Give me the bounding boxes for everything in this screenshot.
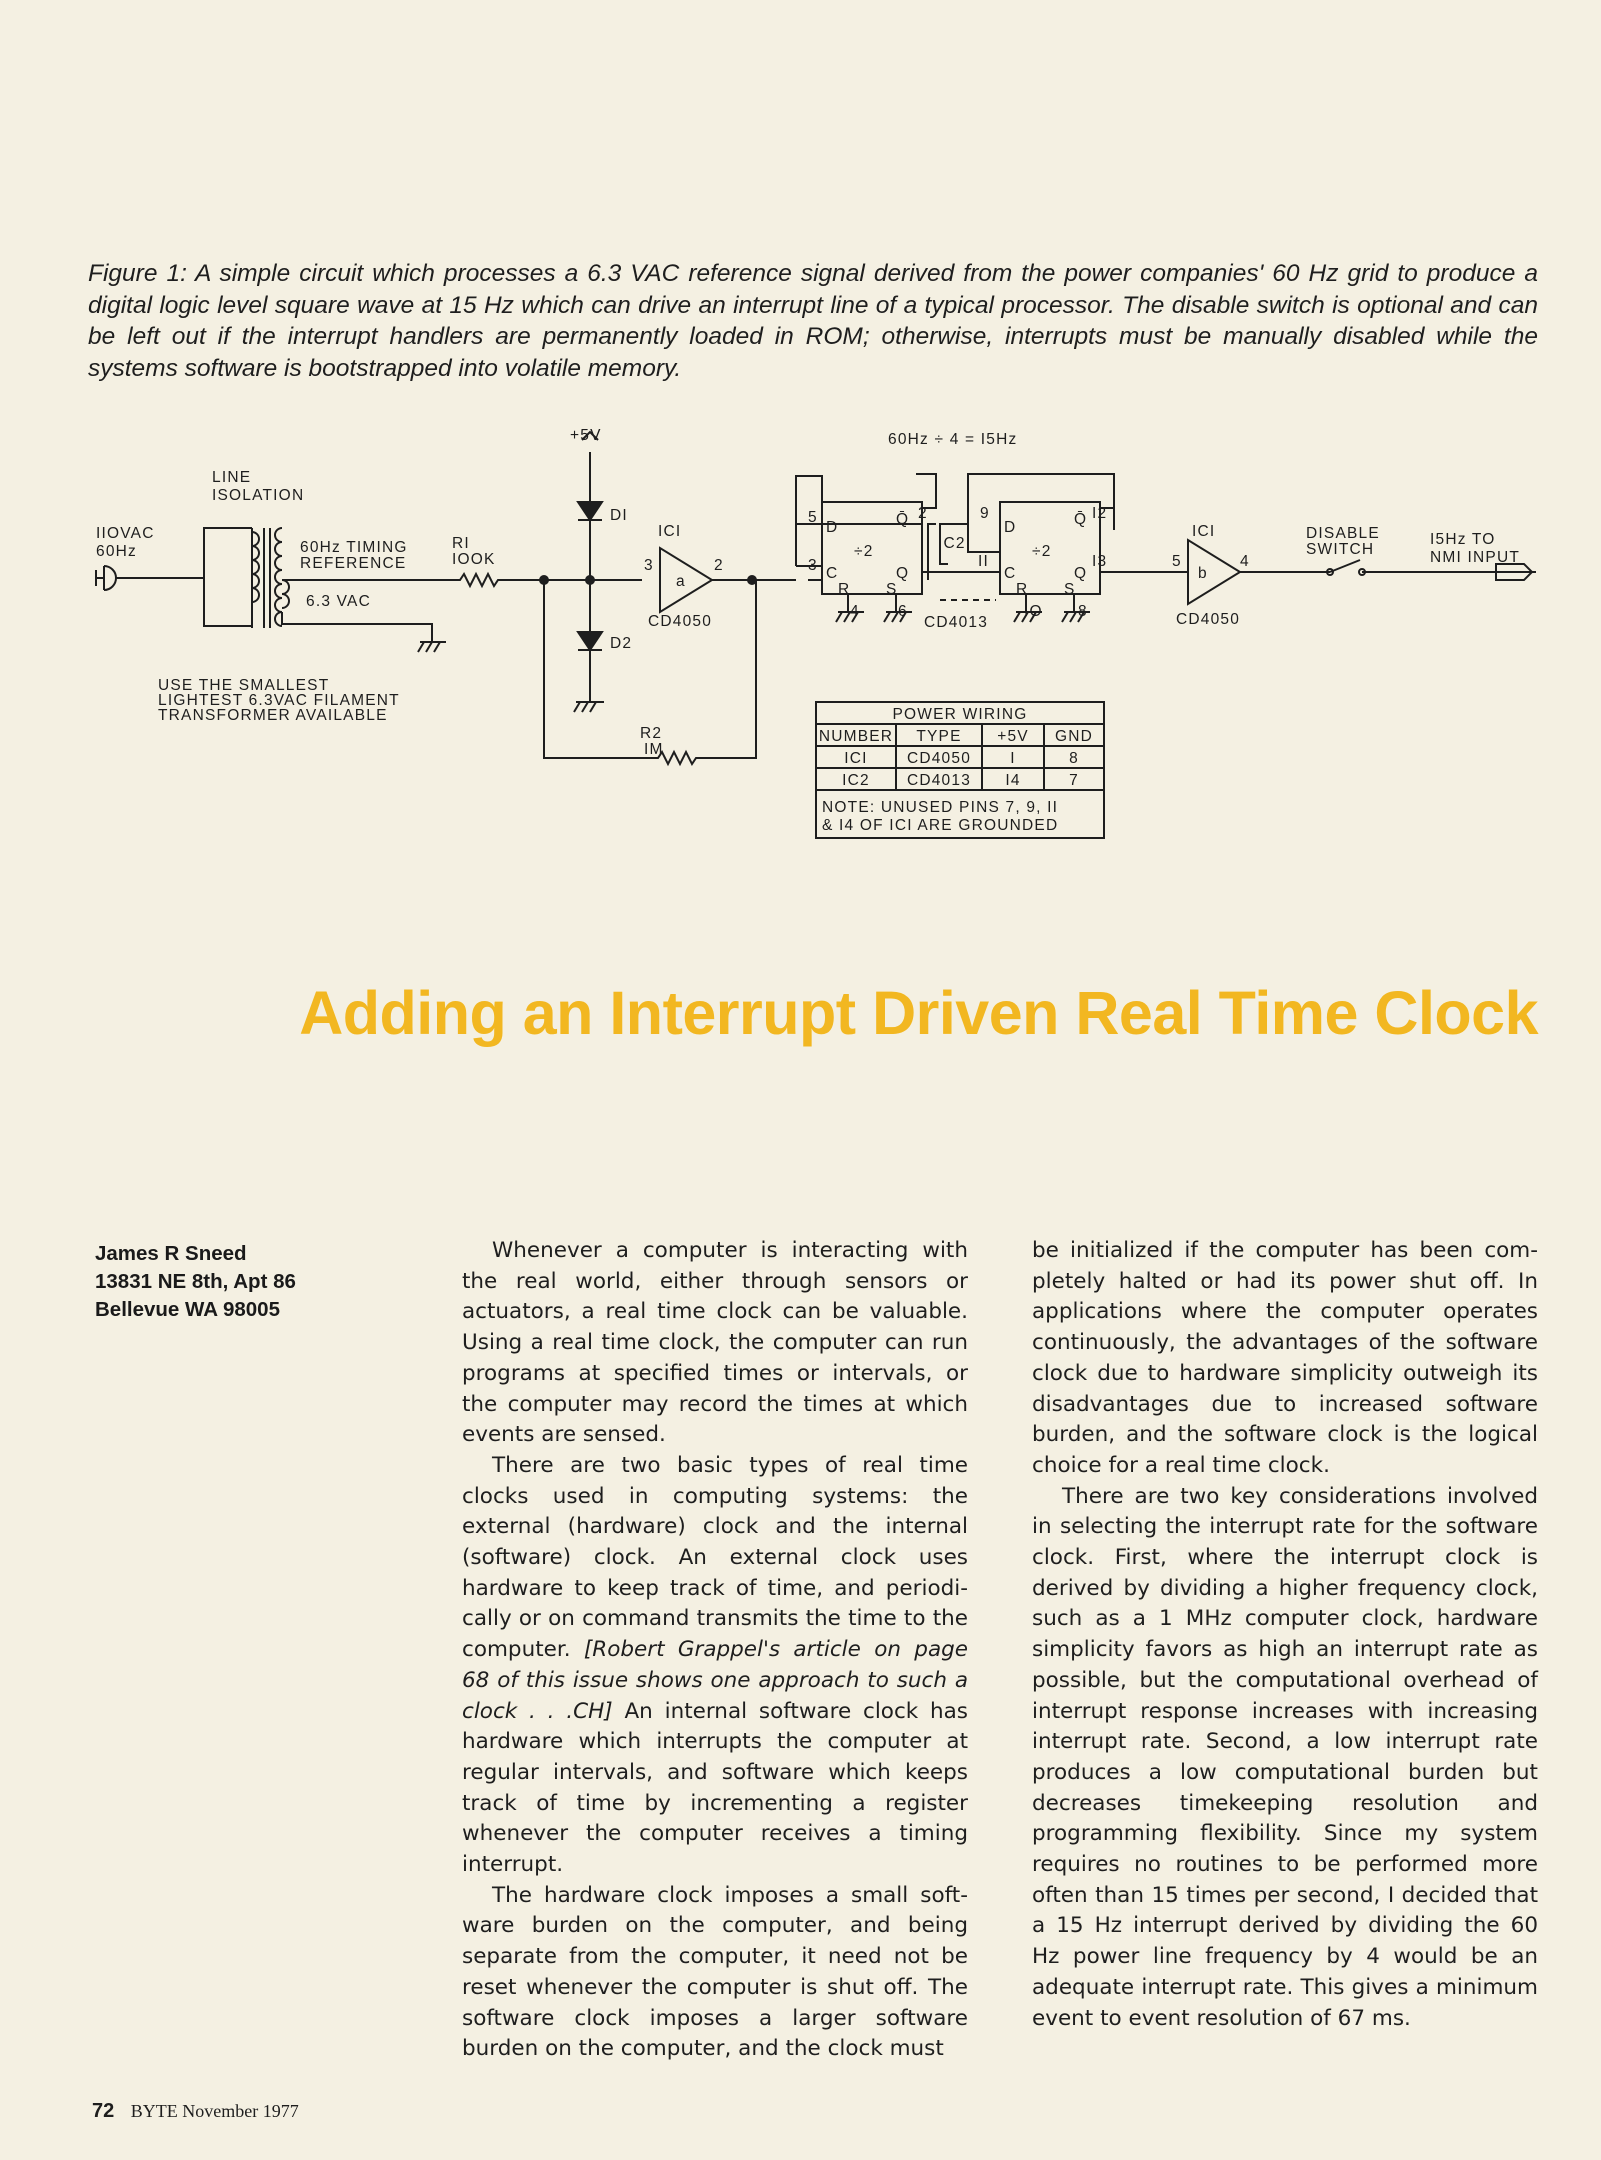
svg-text:÷2: ÷2 [1032, 543, 1052, 560]
label-ic1b: ICI [1192, 523, 1216, 540]
svg-text:8: 8 [1078, 603, 1088, 620]
label-plus5v: +5V [570, 427, 602, 444]
power-table-title: POWER WIRING [892, 706, 1028, 723]
ground-symbol-2 [574, 702, 604, 712]
svg-text:NMI INPUT: NMI INPUT [1430, 549, 1521, 566]
svg-text:Q: Q [1074, 565, 1088, 582]
paragraph: The hardware clock imposes a small software burden on the computer, and being separate from the computer, it need not be reset whenever the computer is shut off. The software clock imposes a larger software burden on the computer, and the clock must [462, 1882, 968, 2062]
ground-symbol-1 [418, 642, 446, 652]
author-block [95, 1240, 395, 1324]
label-cd4013: CD4013 [924, 614, 989, 631]
svg-text:I: I [926, 553, 932, 570]
article-column-2 [1032, 1236, 1538, 2034]
svg-text:TRANSFORMER AVAILABLE: TRANSFORMER AVAILABLE [158, 707, 388, 724]
r1-resistor [282, 574, 542, 586]
svg-text:I3: I3 [1092, 553, 1108, 570]
paragraph: There are two basic types of real time clocks used in computing systems: the external (hardware) clock and the internal (software) clock. An external clock uses hardware to keep track of time, and periodically or on command transmits the time to the computer. [Robert Grappel's article on page 68 of this issue shows one approach to such a clock . . .CH] An internal software clock has hardware which interrupts the computer at regular intervals, and software which keeps track of time by incrementing a register whenever the computer receives a timing interrupt. [462, 1452, 969, 1878]
power-table-row: IC2 [842, 772, 870, 789]
label-r2: R2 [640, 725, 663, 742]
svg-text:6: 6 [898, 603, 908, 620]
svg-text:S: S [886, 581, 898, 598]
svg-text:3: 3 [808, 557, 818, 574]
label-cd4050-a: CD4050 [648, 613, 713, 630]
svg-text:R: R [838, 581, 851, 598]
author-name: James R Sneed [95, 1242, 247, 1265]
svg-text:a: a [676, 573, 686, 590]
svg-text:2: 2 [714, 557, 724, 574]
buffer-ic1a [660, 548, 712, 612]
label-freq-divide: 60Hz ÷ 4 = I5Hz [888, 431, 1018, 448]
label-disable-switch: DISABLE [1306, 525, 1380, 542]
svg-text:CD4013: CD4013 [906, 772, 972, 789]
svg-text:REFERENCE: REFERENCE [300, 555, 407, 572]
svg-text:II: II [978, 553, 990, 570]
author-address-line-1: 13831 NE 8th, Apt 86 [95, 1270, 296, 1293]
power-table-row: ICI [844, 750, 868, 767]
figure-caption: Figure 1: A simple circuit which processes a 6.3 VAC reference signal derived from the power companies' 60 Hz grid to produce a digital logic level square wave at 15 Hz which can drive an interrupt line of a typical processor. The disable switch is optional and can be left out if the interrupt handlers are permanently loaded in ROM; otherwise, interrupts must be manually disabled while the systems software is bootstrapped into volatile memory. [88, 260, 1538, 382]
label-110vac: IIOVAC [96, 525, 155, 542]
svg-text:IOOK: IOOK [452, 551, 496, 568]
secondary-wiring [282, 580, 432, 642]
paragraph: Whenever a computer is interacting with the real world, either through sensors or actuators, a real time clock can be valuable. Using a real time clock, the computer can run programs at specified times or intervals, or the computer may record the times at which events are sensed. [462, 1238, 968, 1448]
diode-d1 [578, 502, 602, 520]
label-ic2: IC2 [938, 535, 966, 552]
svg-text:D: D [1004, 519, 1017, 536]
svg-text:+5V: +5V [997, 728, 1029, 745]
paragraph: be initialized if the computer has been completely halted or had its power shut off. In applications where the computer operates continuously, the advantages of the software clock due to hardware simplicity outweigh its disadvantages due to increased software burden, and the software clock is the logical choice for a real time clock. [1032, 1238, 1538, 1478]
label-ic1a: ICI [658, 523, 682, 540]
svg-text:ISOLATION: ISOLATION [212, 487, 305, 504]
svg-text:60Hz: 60Hz [96, 543, 137, 560]
svg-text:& I4 OF ICI ARE GROUNDED: & I4 OF ICI ARE GROUNDED [822, 817, 1059, 834]
svg-text:Q: Q [896, 565, 910, 582]
svg-text:IO: IO [1024, 603, 1043, 620]
svg-text:5: 5 [808, 509, 818, 526]
svg-text:TYPE: TYPE [916, 728, 962, 745]
svg-text:D: D [826, 519, 839, 536]
svg-text:7: 7 [1069, 772, 1079, 789]
transformer-secondary [275, 528, 282, 626]
paragraph: There are two key considerations involved in selecting the interrupt rate for the software clock. First, where the interrupt clock is derived by dividing a higher frequency clock, such as a 1 MHz computer clock, hardware simplicity favors as high an interrupt rate as possible, but the computational overhead of interrupt response increases with increasing interrupt rate. Second, a low interrupt rate produces a low computational burden but decreases timekeeping resolution and programming flexibility. Since my system requires no routines to be performed more often than 15 times per second, I decided that a 15 Hz interrupt derived by dividing the 60 Hz power line frequency by 4 would be an adequate interrupt rate. This gives a minimum event to event resolution of 67 ms. [1032, 1483, 1538, 2031]
power-table-header: NUMBER [818, 728, 894, 745]
svg-text:S: S [1064, 581, 1076, 598]
svg-text:4: 4 [850, 603, 860, 620]
svg-text:÷2: ÷2 [854, 543, 874, 560]
label-cd4050-b: CD4050 [1176, 611, 1241, 628]
svg-text:GND: GND [1054, 728, 1094, 745]
svg-text:I4: I4 [1005, 772, 1021, 789]
svg-text:4: 4 [1240, 553, 1250, 570]
power-wiring-table [816, 702, 1104, 838]
issue-label: BYTE November 1977 [130, 2101, 299, 2121]
circuit-schematic [0, 0, 1601, 900]
svg-text:3: 3 [644, 557, 654, 574]
page-footer [92, 2100, 299, 2123]
label-nmi-input: I5Hz TO [1430, 531, 1496, 548]
transformer-core [264, 528, 270, 628]
article-title: Adding an Interrupt Driven Real Time Clock [299, 979, 1538, 1047]
svg-text:2: 2 [918, 505, 928, 522]
label-d2: D2 [610, 635, 633, 652]
power-table-note: NOTE: UNUSED PINS 7, 9, II [822, 799, 1059, 816]
author-address-line-2: Bellevue WA 98005 [95, 1298, 280, 1321]
page-number: 72 [92, 2100, 115, 2122]
svg-text:b: b [1198, 565, 1208, 582]
svg-text:CD4050: CD4050 [906, 750, 972, 767]
label-6.3vac: 6.3 VAC [306, 593, 371, 610]
svg-text:Q̄: Q̄ [1074, 511, 1088, 528]
svg-text:LIGHTEST 6.3VAC FILAMENT: LIGHTEST 6.3VAC FILAMENT [158, 692, 400, 709]
label-line-isolation: LINE [212, 469, 252, 486]
svg-text:C: C [826, 565, 839, 582]
svg-text:IM: IM [644, 741, 664, 758]
article-column-1 [462, 1236, 968, 2065]
diode-d2 [578, 632, 602, 650]
editor-note: [Robert Grappel's article on page 68 of this issue shows one approach to such a clock . . .CH] [462, 1637, 968, 1724]
transformer-primary [252, 532, 259, 602]
label-d1: DI [610, 507, 628, 524]
svg-text:SWITCH: SWITCH [1306, 541, 1375, 558]
svg-text:8: 8 [1069, 750, 1079, 767]
label-r1: RI [452, 535, 470, 552]
note-transformer: USE THE SMALLEST [158, 677, 330, 694]
svg-text:5: 5 [1172, 553, 1182, 570]
svg-text:C: C [1004, 565, 1017, 582]
svg-text:Q̄: Q̄ [896, 511, 910, 528]
label-timing-reference: 60Hz TIMING [300, 539, 408, 556]
svg-text:I: I [1010, 750, 1016, 767]
svg-text:I2: I2 [1092, 505, 1108, 522]
svg-text:R: R [1016, 581, 1029, 598]
svg-text:9: 9 [980, 505, 990, 522]
